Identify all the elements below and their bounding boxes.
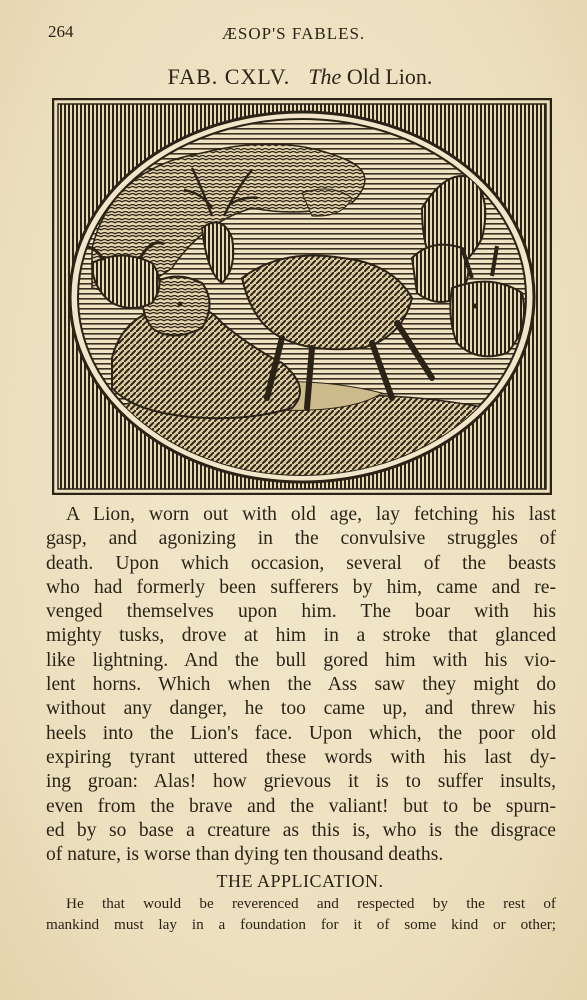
body-line: who had formerly been sufferers by him, came and re- [46,576,556,598]
ass [450,282,524,357]
fable-title [0,64,587,90]
body-line: like lightning. And the bull gored him with his vio- [46,649,556,671]
woodcut-illustration [52,98,552,495]
body-line: gasp, and agonizing in the convulsive struggles of [46,528,556,550]
body-line: heels into the Lion's face. Upon which, the poor old [46,722,556,744]
application-line: He that would be reverenced and respected by the rest of [66,895,556,912]
fable-body-text [46,503,556,867]
fable-title-article: The [308,64,342,89]
body-line: expiring tyrant uttered these words with his last dy- [46,746,556,768]
body-line: without any danger, he too came up, and threw his [46,698,556,720]
body-line: of nature, is worse than dying ten thousand deaths. [46,844,444,866]
running-title: ÆSOP'S FABLES. [221,24,366,43]
body-line: death. Upon which occasion, several of the beasts [46,552,556,574]
body-line: ed by so base a creature as this is, who is the disgrace [46,819,556,841]
body-line: ing groan: Alas! how grievous it is to suffer insults, [46,771,556,793]
application-line: mankind must lay in a foundation for it of some kind or other; [46,916,556,933]
body-line: lent horns. Which when the Ass saw they might do [46,674,556,696]
body-line: mighty tusks, drove at him in a stroke that glanced [46,625,556,647]
application-heading: THE APPLICATION. [216,871,384,891]
fable-title-rest: Old Lion. [346,64,433,89]
application-text [46,893,556,935]
body-line: A Lion, worn out with old age, lay fetching his last [66,504,556,525]
fable-number: FAB. CXLV. [167,64,291,89]
body-line: even from the brave and the valiant! but to be spurn- [46,795,556,817]
body-line: venged themselves upon him. The boar with his [46,601,556,623]
page-number: 264 [48,22,74,41]
